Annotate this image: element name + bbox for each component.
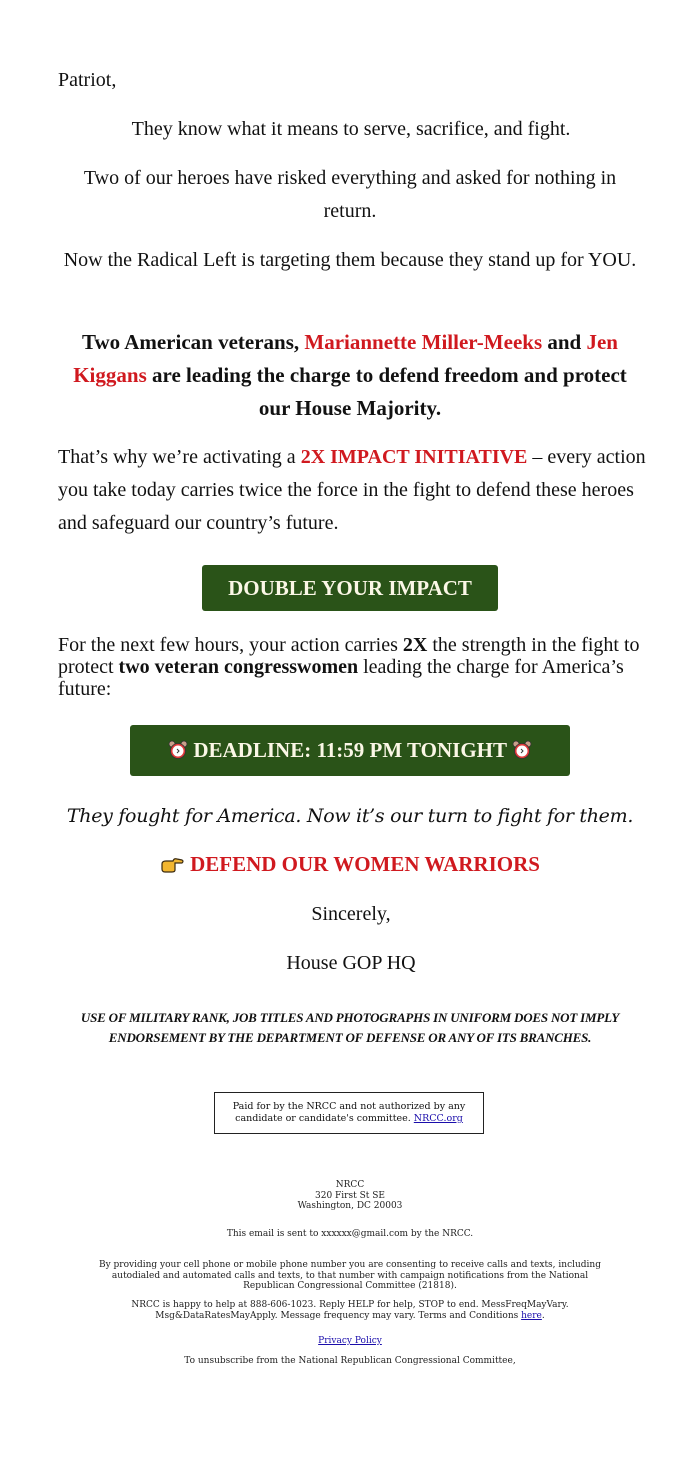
- deadline-label: DEADLINE: 11:59 PM TONIGHT: [193, 738, 507, 762]
- footer-org: NRCC: [335, 1180, 365, 1190]
- footer-privacy: [80, 1336, 620, 1347]
- paragraph-radical-left: Now the Radical Left is targeting them because they stand up for YOU.: [63, 249, 637, 271]
- deadline-button[interactable]: [130, 725, 570, 776]
- footer-address: [80, 1180, 620, 1212]
- footer-street: 320 First St SE: [315, 1190, 385, 1201]
- paid-for-text: Paid for by the NRCC and not authorized by any candidate or candidate's committee.: [232, 1101, 466, 1124]
- terms-here-link[interactable]: here: [521, 1310, 542, 1321]
- alarm-clock-icon: [168, 740, 188, 760]
- footer-help-text: NRCC is happy to help at 888-606-1023. Reply HELP for help, STOP to end. MessFreqMayVary. Msg&DataRatesMayApply. Message frequency may vary. Terms and Conditions: [131, 1300, 569, 1321]
- next-hours-paragraph: [58, 634, 648, 700]
- veterans-paragraph: [56, 326, 644, 425]
- tagline: They fought for America. Now it’s our turn to fight for them.: [66, 805, 634, 827]
- veterans-suffix: are leading the charge to defend freedom and protect our House Majority.: [146, 363, 627, 420]
- footer-city: Washington, DC 20003: [297, 1201, 403, 1211]
- footer-help: [110, 1300, 590, 1321]
- initiative-suffix: – every action you take today carries twice the force in the fight to defend these heroes and safeguard our country’s future.: [58, 446, 646, 534]
- paragraph-serve: They know what it means to serve, sacrifice, and fight.: [131, 118, 571, 140]
- paid-for-box: [214, 1092, 484, 1134]
- nrcc-org-link[interactable]: NRCC.org: [413, 1113, 463, 1124]
- next-hours-part1: For the next few hours, your action carries: [58, 634, 403, 656]
- candidate-name-kiggans: Jen Kiggans: [73, 330, 618, 387]
- veterans-prefix: Two American veterans,: [82, 330, 305, 354]
- next-hours-part3: leading the charge for America’s future:: [58, 656, 624, 700]
- initiative-highlight: 2X IMPACT INITIATIVE: [300, 446, 528, 468]
- paragraph-heroes: Two of our heroes have risked everything and asked for nothing in return.: [83, 167, 617, 222]
- pointing-hand-icon: [160, 856, 184, 874]
- footer-sent-to: This email is sent to xxxxxx@gmail.com by the NRCC.: [226, 1229, 474, 1239]
- veterans-mid: and: [542, 330, 587, 354]
- defend-women-warriors-link[interactable]: [0, 848, 700, 881]
- greeting: Patriot,: [58, 69, 117, 91]
- closing: Sincerely,: [311, 903, 391, 925]
- defend-label: DEFEND OUR WOMEN WARRIORS: [190, 852, 540, 876]
- alarm-clock-icon: [512, 740, 532, 760]
- signature: House GOP HQ: [286, 952, 416, 974]
- military-disclaimer: USE OF MILITARY RANK, JOB TITLES AND PHOTOGRAPHS IN UNIFORM DOES NOT IMPLY ENDORSEMENT BY THE DEPARTMENT OF DEFENSE OR ANY OF ITS BRANCHES.: [80, 1010, 620, 1045]
- candidate-name-miller-meeks: Mariannette Miller-Meeks: [304, 330, 543, 354]
- footer-unsubscribe: To unsubscribe from the National Republican Congressional Committee,: [184, 1356, 516, 1366]
- initiative-paragraph: [58, 441, 648, 540]
- next-hours-congresswomen: two veteran congresswomen: [118, 656, 359, 678]
- privacy-policy-link[interactable]: Privacy Policy: [318, 1336, 382, 1346]
- next-hours-part2: the strength in the fight to protect: [58, 634, 640, 678]
- initiative-prefix: That’s why we’re activating a: [58, 446, 301, 468]
- footer-consent: By providing your cell phone or mobile phone number you are consenting to receive calls and texts, including autodialed and automated calls and texts, to that number with campaign notifications from the National Republican Congressional Committee (21818).: [98, 1260, 601, 1291]
- next-hours-2x: 2X: [402, 634, 428, 656]
- double-your-impact-button[interactable]: DOUBLE YOUR IMPACT: [202, 565, 498, 611]
- footer-help-end: .: [541, 1310, 545, 1321]
